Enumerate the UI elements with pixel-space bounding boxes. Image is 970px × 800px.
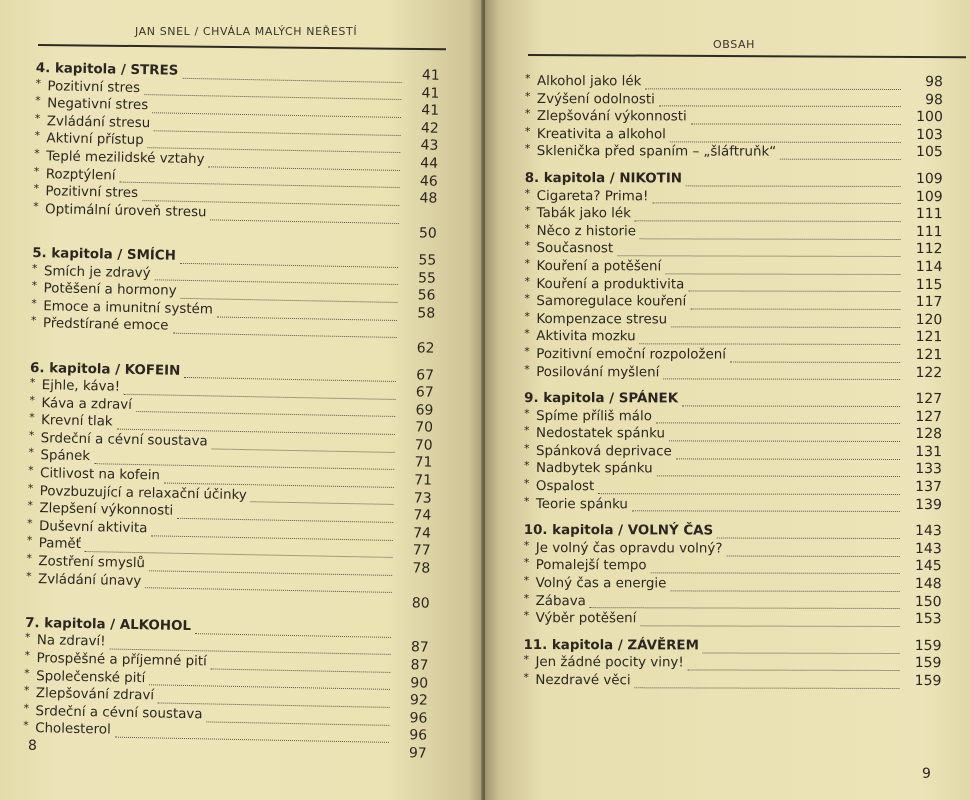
entry-label: Ejhle, káva! [41, 378, 121, 395]
entry-label: Zvýšení odolnosti [536, 91, 655, 107]
dot-leader [617, 244, 900, 257]
entry-label: Cholesterol [35, 721, 111, 738]
entry-label: Zlepšování zdraví [35, 686, 155, 704]
toc-entry [525, 91, 943, 110]
page-reference: 80 [411, 595, 430, 612]
entry-label: Alkohol jako lék [536, 74, 642, 90]
entry-label: Současnost [536, 241, 614, 257]
asterisk-bullet-icon: * [26, 516, 33, 530]
entry-label: Zlepšování výkonnosti [536, 109, 687, 125]
dot-leader [688, 659, 900, 672]
page-reference: 131 [915, 443, 943, 460]
dot-leader [645, 77, 901, 90]
page-reference: 121 [915, 346, 943, 363]
chapter-block [525, 73, 943, 162]
toc-entry [524, 478, 942, 497]
entry-label: Teorie spánku [535, 496, 628, 512]
entry-label: Nedostatek spánku [536, 426, 665, 442]
asterisk-bullet-icon: * [524, 292, 530, 306]
page-reference: 103 [916, 126, 943, 143]
asterisk-bullet-icon: * [29, 393, 36, 407]
page-reference: 42 [420, 120, 439, 137]
asterisk-bullet-icon: * [29, 411, 35, 425]
page-reference: 98 [925, 91, 943, 108]
page-reference: 78 [412, 560, 431, 577]
dot-leader [598, 482, 900, 495]
chapter-block [30, 245, 436, 358]
dot-leader [208, 155, 400, 171]
entry-label: Výběr potěšení [535, 611, 637, 627]
toc-entry [524, 346, 942, 365]
asterisk-bullet-icon: * [524, 309, 530, 323]
page-reference: 128 [915, 426, 943, 443]
chapter-title: 4. kapitola / STRES [35, 60, 179, 79]
entry-label: Posilování myšlení [536, 364, 660, 380]
toc-entry [524, 610, 942, 629]
page-reference: 77 [412, 542, 431, 560]
dot-leader [640, 332, 901, 345]
dot-leader [635, 209, 901, 222]
entry-label: Zvládání únavy [37, 571, 142, 589]
asterisk-bullet-icon: * [523, 609, 530, 623]
dot-leader [640, 227, 901, 240]
asterisk-bullet-icon: * [34, 146, 40, 161]
left-page [0, 0, 483, 800]
entry-label: Krevní tlak [40, 413, 113, 430]
entry-label: Emoce a imunitní systém [43, 298, 213, 318]
chapter-title: 7. kapitola / ALKOHOL [25, 615, 192, 634]
entry-label: Volný čas a energie [535, 576, 667, 592]
page-reference: 55 [418, 252, 437, 269]
entry-label: Kouření a potěšení [536, 258, 662, 275]
dot-leader [635, 676, 900, 689]
toc-entry [524, 557, 942, 576]
page-reference: 62 [416, 340, 435, 357]
asterisk-bullet-icon: * [524, 239, 531, 253]
page-reference: 74 [413, 507, 432, 524]
entry-label: Pozitivní emoční rozpoložení [536, 346, 727, 363]
dot-leader [590, 597, 900, 610]
page-reference: 143 [915, 523, 942, 540]
asterisk-bullet-icon: * [33, 164, 40, 178]
asterisk-bullet-icon: * [524, 344, 530, 358]
page-reference: 115 [915, 276, 943, 293]
asterisk-bullet-icon: * [28, 446, 35, 460]
entry-label: Srdeční a cévní soustava [35, 703, 203, 723]
asterisk-bullet-icon: * [524, 424, 530, 438]
page-reference: 153 [914, 611, 942, 628]
page-reference: 55 [417, 269, 437, 287]
entry-label: Tabák jako lék [536, 206, 631, 222]
page-number: 8 [28, 738, 37, 754]
dot-leader [651, 562, 900, 575]
asterisk-bullet-icon: * [34, 129, 41, 143]
page-reference: 46 [419, 172, 438, 190]
toc-entry [524, 575, 942, 594]
chapter-block [33, 60, 440, 244]
dot-leader [670, 130, 901, 143]
asterisk-bullet-icon: * [524, 221, 531, 235]
page-reference: 48 [419, 190, 438, 207]
entry-label: Je volný čas opravdu volný? [535, 540, 723, 557]
dot-leader [656, 412, 900, 425]
entry-label: Sklenička před spaním – „šláftruňk“ [536, 144, 777, 161]
toc-entry [524, 460, 942, 479]
dot-leader [665, 262, 900, 275]
chapter-block [524, 522, 942, 629]
entry-label: Společenské pití [36, 668, 146, 686]
page-reference: 121 [915, 329, 943, 346]
page-reference: 143 [915, 540, 942, 557]
page-reference [395, 634, 429, 635]
page-reference: 114 [915, 258, 943, 276]
right-page [485, 0, 970, 800]
entry-label: Srdeční a cévní soustava [40, 431, 208, 450]
page-reference: 148 [914, 576, 942, 593]
page-reference: 56 [417, 287, 436, 304]
entry-label: Kompenzace stresu [536, 311, 668, 328]
asterisk-bullet-icon: * [26, 534, 33, 548]
asterisk-bullet-icon: * [26, 551, 33, 566]
page-reference: 105 [916, 144, 943, 161]
asterisk-bullet-icon: * [524, 186, 531, 200]
entry-label: Zostření smyslů [38, 554, 146, 572]
toc-entry [523, 654, 941, 673]
dot-leader [212, 437, 395, 453]
asterisk-bullet-icon: * [24, 666, 30, 680]
asterisk-bullet-icon: * [35, 76, 42, 90]
page-reference: 74 [413, 525, 432, 542]
dot-leader [780, 148, 901, 160]
asterisk-bullet-icon: * [523, 494, 530, 508]
toc-entry [523, 672, 941, 691]
page-reference: 98 [925, 74, 943, 91]
page-reference: 87 [410, 657, 429, 674]
page-reference [403, 220, 437, 221]
page-reference [396, 590, 430, 591]
asterisk-bullet-icon: * [523, 591, 530, 605]
toc-entry [524, 311, 942, 330]
page-reference: 67 [415, 384, 434, 401]
entry-label: Pozitivní stres [45, 184, 139, 202]
toc-entry [525, 205, 943, 224]
page-reference: 92 [409, 692, 428, 709]
page-reference: 41 [421, 85, 440, 102]
chapter-block [26, 359, 435, 613]
entry-label: Pozitivní stres [47, 78, 141, 96]
chapter-heading [512, 522, 942, 541]
dot-leader [703, 641, 900, 654]
toc-entry [524, 276, 942, 295]
toc-entry [524, 496, 942, 515]
dot-leader [206, 710, 389, 726]
dot-leader [670, 579, 899, 592]
asterisk-bullet-icon: * [524, 256, 531, 270]
entry-label: Citlivost na kofein [39, 466, 161, 484]
page-reference [401, 334, 435, 335]
entry-label: Rozptýlení [45, 166, 116, 184]
asterisk-bullet-icon: * [523, 459, 530, 473]
dot-leader [657, 465, 900, 478]
asterisk-bullet-icon: * [33, 182, 40, 196]
page-reference: 71 [414, 454, 433, 472]
entry-label: Spánková deprivace [535, 443, 672, 460]
asterisk-bullet-icon: * [524, 362, 530, 376]
page-reference: 159 [914, 637, 942, 654]
toc-entry [525, 73, 943, 92]
dot-leader [686, 174, 901, 187]
page-reference: 111 [915, 223, 943, 240]
toc-entry [524, 425, 942, 444]
asterisk-bullet-icon: * [524, 107, 531, 121]
dot-leader [717, 527, 900, 539]
dot-leader [42, 593, 392, 611]
entry-label: Spánek [40, 448, 91, 465]
asterisk-bullet-icon: * [523, 574, 530, 588]
asterisk-bullet-icon: * [29, 376, 36, 390]
entry-label: Ospalost [535, 479, 595, 495]
entry-label: Teplé mezilidské vztahy [46, 149, 205, 168]
toc-entry [524, 408, 942, 427]
asterisk-bullet-icon: * [23, 684, 30, 698]
entry-label: Aktivní přístup [46, 131, 144, 149]
chapter-block [524, 170, 943, 382]
asterisk-bullet-icon: * [35, 94, 41, 108]
entry-label: Prospěšné a příjemné pití [36, 651, 207, 670]
dot-leader [652, 192, 900, 205]
asterisk-bullet-icon: * [25, 569, 32, 583]
chapter-block [523, 637, 941, 691]
toc-entry [524, 443, 942, 462]
entry-label: Duševní aktivita [38, 518, 148, 537]
asterisk-bullet-icon: * [524, 274, 530, 288]
page-reference: 90 [410, 674, 429, 692]
dot-leader [39, 742, 389, 760]
entry-label: Povzbuzující a relaxační účinky [39, 483, 247, 503]
page-reference: 87 [410, 639, 429, 657]
dot-leader [251, 491, 394, 506]
running-head: JAN SNEL / CHVÁLA MALÝCH NEŘESTÍ [135, 25, 358, 38]
asterisk-bullet-icon: * [30, 314, 37, 328]
dot-leader [640, 614, 899, 627]
asterisk-bullet-icon: * [27, 463, 34, 478]
page-reference: 96 [409, 727, 428, 745]
chapter-block [524, 390, 942, 514]
dot-leader [688, 280, 900, 293]
chapter-title: 8. kapitola / NIKOTIN [524, 170, 683, 187]
toc-entry [524, 258, 942, 277]
page-reference: 127 [915, 408, 943, 425]
page-reference: 100 [916, 109, 943, 126]
asterisk-bullet-icon: * [523, 556, 530, 570]
entry-label: Spíme příliš málo [536, 408, 652, 425]
toc-entry [525, 188, 943, 207]
page-reference: 73 [413, 489, 432, 507]
chapter-heading [512, 390, 942, 409]
chapter-title: 5. kapitola / SMÍCH [32, 245, 177, 264]
asterisk-bullet-icon: * [524, 406, 530, 420]
dot-leader [682, 394, 900, 407]
chapter-heading [511, 637, 941, 656]
toc-entry [525, 240, 943, 259]
entry-label: Předstírané emoce [42, 316, 169, 334]
chapter-title: 10. kapitola / VOLNÝ ČAS [523, 523, 714, 539]
entry-label: Optimální úroveň stresu [44, 201, 207, 221]
page-reference: 67 [416, 366, 435, 384]
asterisk-bullet-icon: * [524, 142, 531, 156]
header-rule [528, 54, 966, 58]
asterisk-bullet-icon: * [28, 428, 35, 442]
entry-label: Na zdraví! [36, 633, 106, 650]
toc-entry [525, 108, 943, 127]
dot-leader [211, 657, 391, 672]
entry-label: Paměť [38, 536, 82, 553]
entry-label: Pomalejší tempo [535, 558, 647, 574]
asterisk-bullet-icon: * [24, 631, 31, 645]
asterisk-bullet-icon: * [524, 72, 531, 86]
page-reference: 44 [420, 155, 439, 172]
page-reference: 96 [409, 710, 428, 727]
asterisk-bullet-icon: * [33, 199, 39, 213]
page-reference: 159 [914, 655, 942, 672]
chapter-block [23, 615, 430, 763]
dot-leader [730, 350, 900, 362]
page-reference: 109 [915, 188, 943, 205]
dot-leader [49, 223, 399, 241]
toc-entry [524, 293, 942, 312]
page-reference: 109 [915, 170, 943, 188]
entry-label: Kouření a produktivita [536, 276, 685, 292]
asterisk-bullet-icon: * [24, 648, 31, 662]
dot-leader [669, 429, 900, 442]
header-rule [38, 44, 446, 50]
toc-entry [524, 540, 942, 559]
page-reference: 50 [418, 225, 437, 243]
asterisk-bullet-icon: * [23, 701, 30, 715]
asterisk-bullet-icon: * [27, 481, 34, 495]
toc-entry [524, 363, 942, 382]
page-reference: 41 [421, 67, 440, 84]
page-reference: 117 [915, 294, 943, 311]
toc-entry [524, 593, 942, 612]
page-number: 9 [922, 766, 931, 782]
asterisk-bullet-icon: * [524, 89, 531, 103]
chapter-title: 9. kapitola / SPÁNEK [524, 391, 679, 407]
page-reference: 139 [915, 496, 942, 513]
entry-label: Smích je zdravý [43, 263, 151, 281]
page-reference: 70 [415, 419, 434, 436]
page-reference: 70 [414, 437, 433, 454]
asterisk-bullet-icon: * [524, 441, 530, 455]
entry-label: Nezdravé věci [535, 673, 631, 689]
page-reference: 97 [408, 745, 427, 762]
toc-entry [525, 143, 943, 162]
entry-label: Něco z historie [536, 223, 637, 240]
page-reference: 150 [914, 593, 942, 610]
table-of-contents [22, 60, 439, 772]
dot-leader [217, 305, 398, 320]
entry-label: Aktivita mozku [536, 329, 636, 345]
entry-label: Cigareta? Prima! [536, 188, 649, 204]
page-reference: 122 [915, 364, 943, 381]
dot-leader [663, 368, 900, 381]
page-reference: 145 [914, 558, 942, 575]
toc-entry [524, 328, 942, 347]
dot-leader [671, 315, 900, 328]
page-reference: 43 [420, 137, 439, 155]
page-reference: 120 [915, 311, 943, 328]
page-reference: 159 [914, 673, 942, 690]
dot-leader [210, 208, 399, 224]
dot-leader [46, 337, 396, 355]
asterisk-bullet-icon: * [27, 499, 34, 513]
asterisk-bullet-icon: * [523, 653, 529, 667]
page-reference: 69 [415, 402, 434, 419]
chapter-title: 11. kapitola / ZÁVĚREM [523, 637, 699, 654]
page-reference: 71 [414, 472, 433, 489]
asterisk-bullet-icon: * [524, 204, 531, 218]
dot-leader [726, 544, 899, 556]
entry-label: Negativní stres [47, 96, 149, 114]
dot-leader [632, 500, 900, 513]
asterisk-bullet-icon: * [31, 279, 38, 293]
dot-leader [676, 447, 900, 460]
asterisk-bullet-icon: * [523, 477, 530, 491]
page-reference: 111 [915, 206, 943, 223]
dot-leader [659, 95, 901, 108]
dot-leader [691, 112, 901, 125]
asterisk-bullet-icon: * [34, 111, 41, 125]
page-reference: 133 [915, 461, 942, 478]
entry-label: Jen žádné pocity viny! [535, 655, 684, 671]
entry-label: Zlepšení výkonnosti [39, 501, 174, 519]
dot-leader [690, 297, 900, 310]
asterisk-bullet-icon: * [523, 538, 530, 552]
toc-entry [525, 126, 943, 145]
entry-label: Zvládání stresu [46, 114, 151, 131]
entry-label: Zábava [535, 593, 586, 609]
entry-label: Nadbytek spánku [535, 461, 653, 477]
page-reference: 112 [915, 241, 943, 258]
asterisk-bullet-icon: * [31, 296, 37, 310]
page-reference: 58 [417, 305, 436, 322]
page-reference: 137 [915, 479, 942, 496]
entry-label: Potěšení a hormony [43, 281, 177, 299]
page-reference: 127 [915, 391, 943, 408]
chapter-title: 6. kapitola / KOFEIN [29, 360, 181, 379]
asterisk-bullet-icon: * [523, 670, 529, 685]
asterisk-bullet-icon: * [23, 719, 29, 733]
page-reference: 41 [421, 102, 440, 119]
toc-entry [525, 223, 943, 242]
running-head: OBSAH [713, 38, 755, 51]
table-of-contents [523, 73, 943, 700]
asterisk-bullet-icon: * [524, 327, 530, 341]
asterisk-bullet-icon: * [524, 124, 531, 138]
entry-label: Kreativita a alkohol [536, 126, 666, 143]
entry-label: Káva a zdraví [41, 395, 133, 413]
chapter-heading [513, 170, 943, 189]
asterisk-bullet-icon: * [31, 261, 38, 275]
entry-label: Samoregulace kouření [536, 294, 687, 310]
